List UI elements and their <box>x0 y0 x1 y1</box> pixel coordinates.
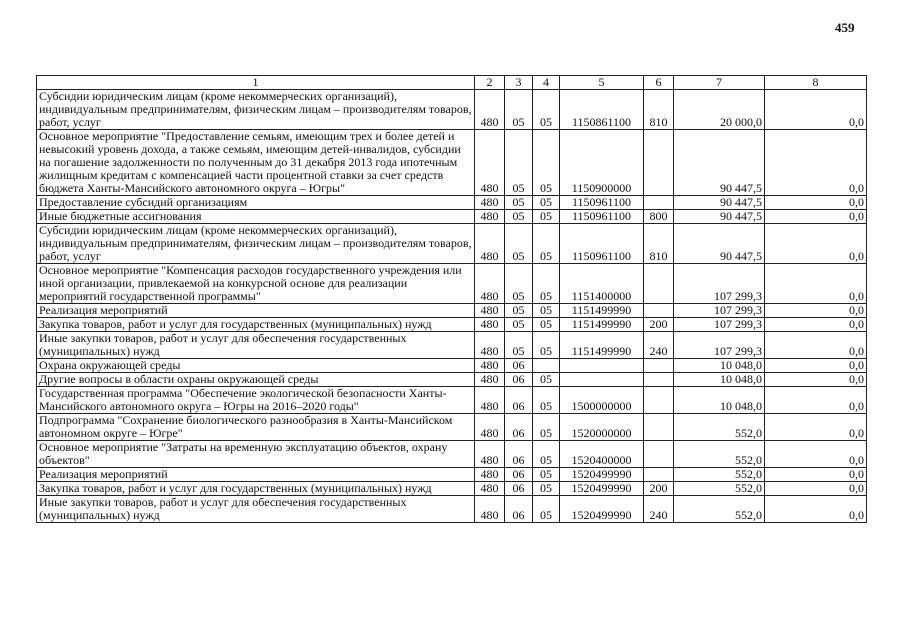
header-cell: 1 <box>37 76 475 90</box>
cell-expense-type <box>644 264 674 304</box>
table-row <box>37 482 867 496</box>
cell-amount-secondary: 0,0 <box>765 359 867 373</box>
cell-target-article: 1150961100 <box>560 196 644 210</box>
cell-expense-type <box>644 387 674 414</box>
cell-ministry-code: 480 <box>475 224 505 264</box>
header-cell: 2 <box>475 76 505 90</box>
cell-expense-type: 810 <box>644 224 674 264</box>
cell-description: Другие вопросы в области охраны окружающей среды <box>37 373 475 387</box>
cell-amount: 552,0 <box>674 496 765 523</box>
table-row <box>37 304 867 318</box>
cell-target-article: 1151499990 <box>560 318 644 332</box>
header-cell: 4 <box>533 76 560 90</box>
table-row <box>37 210 867 224</box>
table-row <box>37 130 867 196</box>
cell-amount: 90 447,5 <box>674 210 765 224</box>
cell-section-code: 05 <box>505 304 533 318</box>
cell-description: Предоставление субсидий организациям <box>37 196 475 210</box>
cell-expense-type: 800 <box>644 210 674 224</box>
cell-description: Основное мероприятие "Предоставление семьям, имеющим трех и более детей и невысокий уровень дохода, а также семьям, имеющим детей-инвалидов, субсидии на погашение задолженности по полученным до 31 декабря 2013 года ипотечным жилищным кредитам с компенсацией части процентной ставки за счет средств бюджета Ханты-Мансийского автономного округа – Югры" <box>37 130 475 196</box>
cell-expense-type: 200 <box>644 482 674 496</box>
table-body <box>37 90 867 523</box>
cell-subsection-code: 05 <box>533 90 560 130</box>
cell-description: Иные закупки товаров, работ и услуг для обеспечения государственных (муниципальных) нужд <box>37 496 475 523</box>
cell-target-article: 1150861100 <box>560 90 644 130</box>
table-row <box>37 318 867 332</box>
cell-amount-secondary: 0,0 <box>765 304 867 318</box>
header-cell: 5 <box>560 76 644 90</box>
cell-ministry-code: 480 <box>475 441 505 468</box>
cell-amount: 107 299,3 <box>674 264 765 304</box>
header-cell: 7 <box>674 76 765 90</box>
cell-target-article: 1520499990 <box>560 496 644 523</box>
cell-target-article: 1151400000 <box>560 264 644 304</box>
cell-amount: 552,0 <box>674 414 765 441</box>
cell-target-article: 1151499990 <box>560 304 644 318</box>
cell-expense-type <box>644 414 674 441</box>
cell-description: Подпрограмма "Сохранение биологического разнообразия в Ханты-Мансийском автономном округе – Югре" <box>37 414 475 441</box>
cell-ministry-code: 480 <box>475 332 505 359</box>
cell-description: Реализация мероприятий <box>37 304 475 318</box>
cell-expense-type: 240 <box>644 332 674 359</box>
cell-section-code: 06 <box>505 387 533 414</box>
cell-subsection-code: 05 <box>533 387 560 414</box>
cell-amount: 107 299,3 <box>674 332 765 359</box>
cell-section-code: 05 <box>505 224 533 264</box>
cell-amount-secondary: 0,0 <box>765 387 867 414</box>
cell-subsection-code: 05 <box>533 496 560 523</box>
cell-subsection-code: 05 <box>533 468 560 482</box>
cell-section-code: 06 <box>505 359 533 373</box>
cell-target-article <box>560 359 644 373</box>
cell-expense-type: 240 <box>644 496 674 523</box>
cell-amount-secondary: 0,0 <box>765 482 867 496</box>
table-row <box>37 196 867 210</box>
header-row <box>37 76 867 90</box>
table-row <box>37 359 867 373</box>
cell-expense-type <box>644 373 674 387</box>
cell-description: Иные закупки товаров, работ и услуг для обеспечения государственных (муниципальных) нужд <box>37 332 475 359</box>
table-row <box>37 90 867 130</box>
cell-amount: 107 299,3 <box>674 318 765 332</box>
cell-subsection-code: 05 <box>533 196 560 210</box>
table-row <box>37 496 867 523</box>
cell-section-code: 05 <box>505 210 533 224</box>
cell-target-article: 1151499990 <box>560 332 644 359</box>
cell-amount: 10 048,0 <box>674 359 765 373</box>
cell-section-code: 06 <box>505 482 533 496</box>
cell-amount-secondary: 0,0 <box>765 90 867 130</box>
cell-ministry-code: 480 <box>475 130 505 196</box>
cell-description: Субсидии юридическим лицам (кроме некоммерческих организаций), индивидуальным предпринимателям, физическим лицам – производителям товаров, работ, услуг <box>37 90 475 130</box>
cell-subsection-code: 05 <box>533 130 560 196</box>
cell-ministry-code: 480 <box>475 210 505 224</box>
cell-amount-secondary: 0,0 <box>765 441 867 468</box>
cell-expense-type <box>644 130 674 196</box>
cell-expense-type <box>644 359 674 373</box>
header-cell: 8 <box>765 76 867 90</box>
cell-description: Закупка товаров, работ и услуг для государственных (муниципальных) нужд <box>37 318 475 332</box>
cell-ministry-code: 480 <box>475 359 505 373</box>
table-row <box>37 373 867 387</box>
cell-amount-secondary: 0,0 <box>765 210 867 224</box>
cell-amount: 10 048,0 <box>674 387 765 414</box>
cell-description: Государственная программа "Обеспечение экологической безопасности Ханты-Мансийского автономного округа – Югры на 2016–2020 годы" <box>37 387 475 414</box>
cell-expense-type: 810 <box>644 90 674 130</box>
cell-ministry-code: 480 <box>475 414 505 441</box>
table-row <box>37 387 867 414</box>
cell-amount: 90 447,5 <box>674 224 765 264</box>
cell-target-article: 1520400000 <box>560 441 644 468</box>
cell-amount: 90 447,5 <box>674 130 765 196</box>
cell-description: Закупка товаров, работ и услуг для государственных (муниципальных) нужд <box>37 482 475 496</box>
cell-target-article: 1520000000 <box>560 414 644 441</box>
header-cell: 6 <box>644 76 674 90</box>
budget-table <box>36 75 867 523</box>
cell-target-article: 1520499990 <box>560 482 644 496</box>
cell-ministry-code: 480 <box>475 264 505 304</box>
cell-subsection-code: 05 <box>533 373 560 387</box>
table-row <box>37 468 867 482</box>
cell-amount-secondary: 0,0 <box>765 224 867 264</box>
cell-expense-type <box>644 196 674 210</box>
cell-section-code: 05 <box>505 332 533 359</box>
cell-subsection-code: 05 <box>533 482 560 496</box>
cell-amount-secondary: 0,0 <box>765 130 867 196</box>
cell-description: Основное мероприятие "Затраты на временную эксплуатацию объектов, охрану объектов" <box>37 441 475 468</box>
cell-amount-secondary: 0,0 <box>765 264 867 304</box>
cell-ministry-code: 480 <box>475 482 505 496</box>
cell-description: Субсидии юридическим лицам (кроме некоммерческих организаций), индивидуальным предпринимателям, физическим лицам – производителям товаров, работ, услуг <box>37 224 475 264</box>
cell-target-article: 1520499990 <box>560 468 644 482</box>
cell-subsection-code: 05 <box>533 210 560 224</box>
cell-amount: 90 447,5 <box>674 196 765 210</box>
table-row <box>37 414 867 441</box>
cell-description: Реализация мероприятий <box>37 468 475 482</box>
cell-target-article: 1500000000 <box>560 387 644 414</box>
cell-amount: 552,0 <box>674 468 765 482</box>
header-cell: 3 <box>505 76 533 90</box>
cell-subsection-code: 05 <box>533 224 560 264</box>
cell-section-code: 06 <box>505 468 533 482</box>
cell-ministry-code: 480 <box>475 90 505 130</box>
cell-ministry-code: 480 <box>475 318 505 332</box>
cell-subsection-code <box>533 359 560 373</box>
cell-subsection-code: 05 <box>533 332 560 359</box>
cell-subsection-code: 05 <box>533 264 560 304</box>
cell-amount: 552,0 <box>674 441 765 468</box>
cell-subsection-code: 05 <box>533 318 560 332</box>
cell-section-code: 05 <box>505 130 533 196</box>
cell-ministry-code: 480 <box>475 387 505 414</box>
cell-section-code: 06 <box>505 373 533 387</box>
cell-section-code: 06 <box>505 441 533 468</box>
cell-amount-secondary: 0,0 <box>765 318 867 332</box>
cell-target-article: 1150900000 <box>560 130 644 196</box>
cell-expense-type <box>644 441 674 468</box>
cell-description: Иные бюджетные ассигнования <box>37 210 475 224</box>
cell-section-code: 05 <box>505 90 533 130</box>
cell-expense-type <box>644 468 674 482</box>
cell-amount-secondary: 0,0 <box>765 332 867 359</box>
cell-section-code: 06 <box>505 496 533 523</box>
page-number: 459 <box>835 20 855 35</box>
cell-ministry-code: 480 <box>475 304 505 318</box>
cell-expense-type <box>644 304 674 318</box>
cell-section-code: 05 <box>505 196 533 210</box>
cell-amount-secondary: 0,0 <box>765 496 867 523</box>
cell-section-code: 06 <box>505 414 533 441</box>
cell-amount-secondary: 0,0 <box>765 196 867 210</box>
cell-expense-type: 200 <box>644 318 674 332</box>
cell-amount-secondary: 0,0 <box>765 373 867 387</box>
cell-amount-secondary: 0,0 <box>765 468 867 482</box>
cell-target-article <box>560 373 644 387</box>
cell-ministry-code: 480 <box>475 468 505 482</box>
cell-amount-secondary: 0,0 <box>765 414 867 441</box>
cell-target-article: 1150961100 <box>560 210 644 224</box>
table-row <box>37 264 867 304</box>
cell-subsection-code: 05 <box>533 304 560 318</box>
cell-subsection-code: 05 <box>533 414 560 441</box>
cell-ministry-code: 480 <box>475 196 505 210</box>
table-row <box>37 441 867 468</box>
cell-amount: 552,0 <box>674 482 765 496</box>
cell-section-code: 05 <box>505 264 533 304</box>
cell-subsection-code: 05 <box>533 441 560 468</box>
cell-section-code: 05 <box>505 318 533 332</box>
table-row <box>37 332 867 359</box>
cell-amount: 20 000,0 <box>674 90 765 130</box>
cell-description: Основное мероприятие "Компенсация расходов государственного учреждения или иной организации, привлекаемой на конкурсной основе для реализации мероприятий государственной программы" <box>37 264 475 304</box>
cell-description: Охрана окружающей среды <box>37 359 475 373</box>
cell-ministry-code: 480 <box>475 373 505 387</box>
cell-target-article: 1150961100 <box>560 224 644 264</box>
cell-amount: 107 299,3 <box>674 304 765 318</box>
table-row <box>37 224 867 264</box>
cell-amount: 10 048,0 <box>674 373 765 387</box>
cell-ministry-code: 480 <box>475 496 505 523</box>
